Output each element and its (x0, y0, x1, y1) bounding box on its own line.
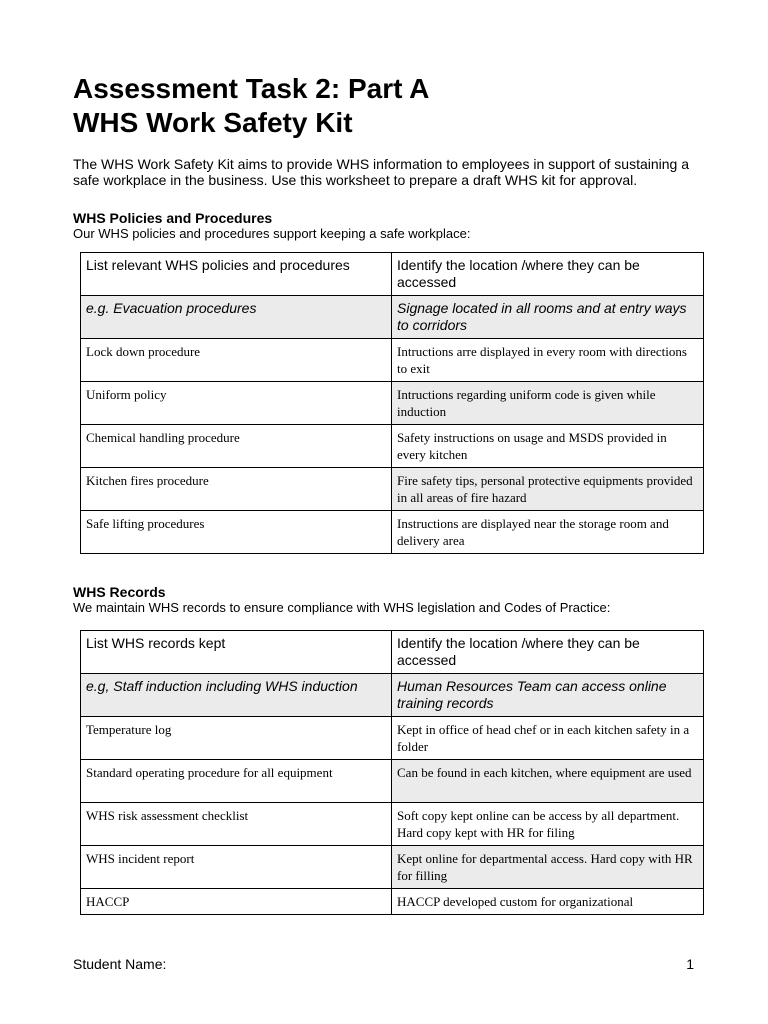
header-cell-location: Identify the location /where they can be accessed (392, 253, 704, 296)
cell-location: Kept online for departmental access. Hard copy with HR for filling (392, 846, 704, 889)
policies-description: Our WHS policies and procedures support keeping a safe workplace: (73, 226, 471, 241)
header-cell-records: List WHS records kept (81, 631, 392, 674)
example-cell-location: Human Resources Team can access online training records (392, 674, 704, 717)
table-header-row (81, 253, 704, 296)
cell-policy: Lock down procedure (81, 339, 392, 382)
table-row (81, 717, 704, 760)
example-cell-record: e.g, Staff induction including WHS induction (81, 674, 392, 717)
cell-location: HACCP developed custom for organizational (392, 889, 704, 915)
policies-heading: WHS Policies and Procedures (73, 210, 273, 226)
page-footer (73, 956, 694, 972)
title-line-2: WHS Work Safety Kit (73, 107, 353, 138)
records-heading: WHS Records (73, 584, 166, 600)
table-row (81, 846, 704, 889)
cell-record: WHS risk assessment checklist (81, 803, 392, 846)
example-row (81, 296, 704, 339)
cell-location: Instructions are displayed near the storage room and delivery area (392, 511, 704, 554)
cell-location: Can be found in each kitchen, where equipment are used (392, 760, 704, 803)
intro-paragraph: The WHS Work Safety Kit aims to provide WHS information to employees in support of sustaining a safe workplace in the business. Use this worksheet to prepare a draft WHS kit for approval. (73, 156, 689, 188)
cell-record: WHS incident report (81, 846, 392, 889)
table-row (81, 382, 704, 425)
header-cell-policies: List relevant WHS policies and procedures (81, 253, 392, 296)
example-cell-location: Signage located in all rooms and at entry ways to corridors (392, 296, 704, 339)
cell-policy: Chemical handling procedure (81, 425, 392, 468)
table-row (81, 803, 704, 846)
student-name-label: Student Name: (73, 956, 167, 972)
example-row (81, 674, 704, 717)
document-page (73, 72, 703, 915)
page-number: 1 (686, 956, 694, 972)
records-table (80, 630, 704, 915)
cell-location: Fire safety tips, personal protective equipments provided in all areas of fire hazard (392, 468, 704, 511)
records-description: We maintain WHS records to ensure compliance with WHS legislation and Codes of Practice: (73, 600, 611, 615)
cell-record: HACCP (81, 889, 392, 915)
cell-policy: Kitchen fires procedure (81, 468, 392, 511)
table-row (81, 889, 704, 915)
cell-policy: Uniform policy (81, 382, 392, 425)
table-row (81, 511, 704, 554)
table-row (81, 425, 704, 468)
example-cell-policy: e.g. Evacuation procedures (81, 296, 392, 339)
page-title (73, 72, 703, 140)
table-row (81, 468, 704, 511)
header-cell-location: Identify the location /where they can be accessed (392, 631, 704, 674)
table-header-row (81, 631, 704, 674)
table-row (81, 760, 704, 803)
cell-record: Temperature log (81, 717, 392, 760)
title-line-1: Assessment Task 2: Part A (73, 73, 430, 104)
cell-location: Intructions arre displayed in every room with directions to exit (392, 339, 704, 382)
policies-table (80, 252, 704, 554)
cell-location: Kept in office of head chef or in each kitchen safety in a folder (392, 717, 704, 760)
cell-record: Standard operating procedure for all equipment (81, 760, 392, 803)
cell-location: Intructions regarding uniform code is given while induction (392, 382, 704, 425)
table-row (81, 339, 704, 382)
cell-policy: Safe lifting procedures (81, 511, 392, 554)
cell-location: Safety instructions on usage and MSDS provided in every kitchen (392, 425, 704, 468)
cell-location: Soft copy kept online can be access by all department. Hard copy kept with HR for filing (392, 803, 704, 846)
